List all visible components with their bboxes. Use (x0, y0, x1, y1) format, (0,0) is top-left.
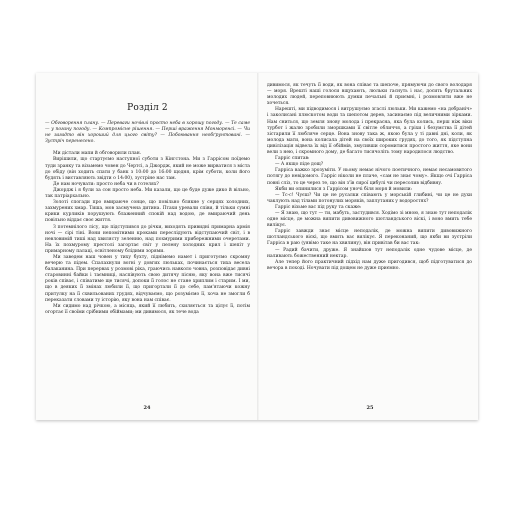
paragraph: — А якщо піде дощ? (275, 162, 324, 168)
page-number: 24 (143, 405, 151, 411)
paragraph: Ми дістали мапи й обговорили план. (53, 151, 142, 157)
paragraph: Вирішили, що стартуємо наступної суботи з Кінгстона. Ми з Гаррісом поїдемо туди зранку та візьмемо човен до Чертсі, а Джордж, який не може вирватися з міста до обіду (він ходить спати у банк з 10:00 до 16:00 щодня, крім суботи, коли його будять і виставляють звідти о 14:00), зустріне нас там. (45, 157, 250, 181)
chapter-epigraph: — Обговорення плану. — Переваги ночівлі просто неба в хорошу погоду. — Те саме — у погану погоду. — Компромісне рішення. — Перші враження Монморенсі. — Чи не загадто він хороший для цього світу? — Побоювання необґрунтовані. — Зустріч перенесено. (45, 121, 250, 145)
paragraph: Ми заведем наш човен у тиху бухту, піднімемо намет і приготуємо скромну вечерю та підем. Спалахнули вогні у довгих люльках, починається тиха весела балаканина. При перервах у розмові ріка, граючись навколо човна, розповідає дивні старовинні байки і таємниці, наспівують свою дитячу пісню, яку вона вже тисячі років співає, і співатиме ще тисячі, допоки її голос не стане хриплим і старим. І ми, що в деяких її змінах любили її, що пригортали її до себе, пам'ятаючи кожну притулку на її схвильованих грудях, відчуваємо, що розуміємо її, хоча не змогли б переказати словами ту історію, яку вона нам співає. (45, 254, 250, 303)
paragraph: З потемнілого лісу, що підступився до річки, виходять привидні примарна армія ночі — сірі тіні. Вони непомітними кроками переслідують відступаючий світ, і в невловимій тиші над хвилясту зеленню, над похмурими прибережними очеретами. На їх похмурому престолі загортає світ у пелену холодних крил і шепіт у примарному палаці, освітленому блідими зорями. (45, 224, 250, 254)
paragraph: Гарріс візьме вас під руку та скаже: (275, 204, 362, 210)
paragraph: Але тепер його практичний підхід нам дуже пригодився, щоб підготуватися до вечора в поході. Ночувати під дощем не дуже приємно. (267, 259, 472, 271)
right-page (267, 83, 472, 413)
left-page (45, 83, 250, 413)
book-gutter (257, 73, 259, 420)
paragraph: Ми сидимо над річкою, а місяць, який її любить, схиляється та цілує її, потім огортає її своїми срібними обіймами; ми дивимося, як тече вода (45, 303, 250, 315)
paragraph: Де нам ночувати: просто неба чи в готелях? (53, 181, 159, 187)
paragraph: Гарріс завжди знає місце неподалік, де можна випити дивовижного шотландського віскі, що вмить вас вилікує. Я переконаний, що якби ви зустріли Гарріса в раю (уявімо таке на хвилину), він привітав би вас так: (267, 229, 472, 247)
paragraph: — Радий бачити, друже. Я знайшов тут неподалік одне чудове місце, де наливають божественний нектар. (267, 247, 472, 259)
paragraph: Золоті спогади про вмираюче сонце, що повільно блякне у серцях холодних, захмурених хмар. Тиша, мов засмучена дитина. Птахи уревали співи, й тільки сумні крики курликів порушують блаженний спокій над водою, де вмираючий день повільно віддає своє життя. (45, 200, 250, 224)
paragraph: Якби ви опинилися з Гаррісом уночі біля моря й мовили: (275, 186, 413, 192)
paragraph: Джордж і я були за сон просто неба. Ми казали, що це буде дуже дико й вільно, так патріархально. (45, 187, 250, 200)
paragraph: — Тс-с! Чуєш? Чи це не русалки співають у морській глибині, чи це не духи чаклують над тілами потонулих моряків, заплутаних у водоростях? (267, 192, 472, 204)
paragraph: Гарріс спитав: (275, 156, 310, 162)
page-number: 25 (366, 405, 374, 411)
chapter-title: Розділ 2 (127, 103, 168, 113)
paragraph: Гарріса важко зрозуміти. У ньому немає нічого поетичного, немає несамовитого потягу до невідомого. Гарріс ніколи не плаче, «сам не знає чому». Якщо очі Гарріса повні сліз, то це через те, що він з'їв сирої цибулі чи пересолив відбивну. (267, 168, 472, 186)
paragraph: — Я знаю, що тут — ти, мабуть, застудився. Ходімо зі мною, я знаю тут неподалік одне місце, де можна випити дивовижного шотландського віскі, і воно вмить тебе вилікує. (267, 210, 472, 229)
paragraph: Нарешті, ми підводимося і витрушуємо згаслі люльки. Ми кажемо «на добраніч» і заколисані плюскотом води та шепотом дерев, засинаємо під величними зірками. Нам сниться, що земля знову молода і прекрасна, яка була колись, перш ніж віки турбот і жалю зробили зморшками її світле обличчя, а гріхи і безумства її дітей зістарили її любляче серце. Вона знову така ж, якою була у ті давні дні, коли, як молода мати, вона колисала дітей на своїх широких грудях, до того, як підступна цивілізація відвела їх від її обіймів, змусивши соромитися простого життя, яке вони вели з нею, і скромного дому, де багато тисячоліть тому народилося людство. (267, 107, 472, 156)
paragraph: дивимося, як течуть її води, як вона співає та шепоче, прямуючи до свого володаря — моря. Врешті наші голоси вщухають, люльки гаснуть і нас, досить брутальних молодих людей, переповнюють думки печальні й приємні, і розмовляти вже не хочеться. (267, 83, 472, 107)
book-spread (36, 73, 478, 420)
